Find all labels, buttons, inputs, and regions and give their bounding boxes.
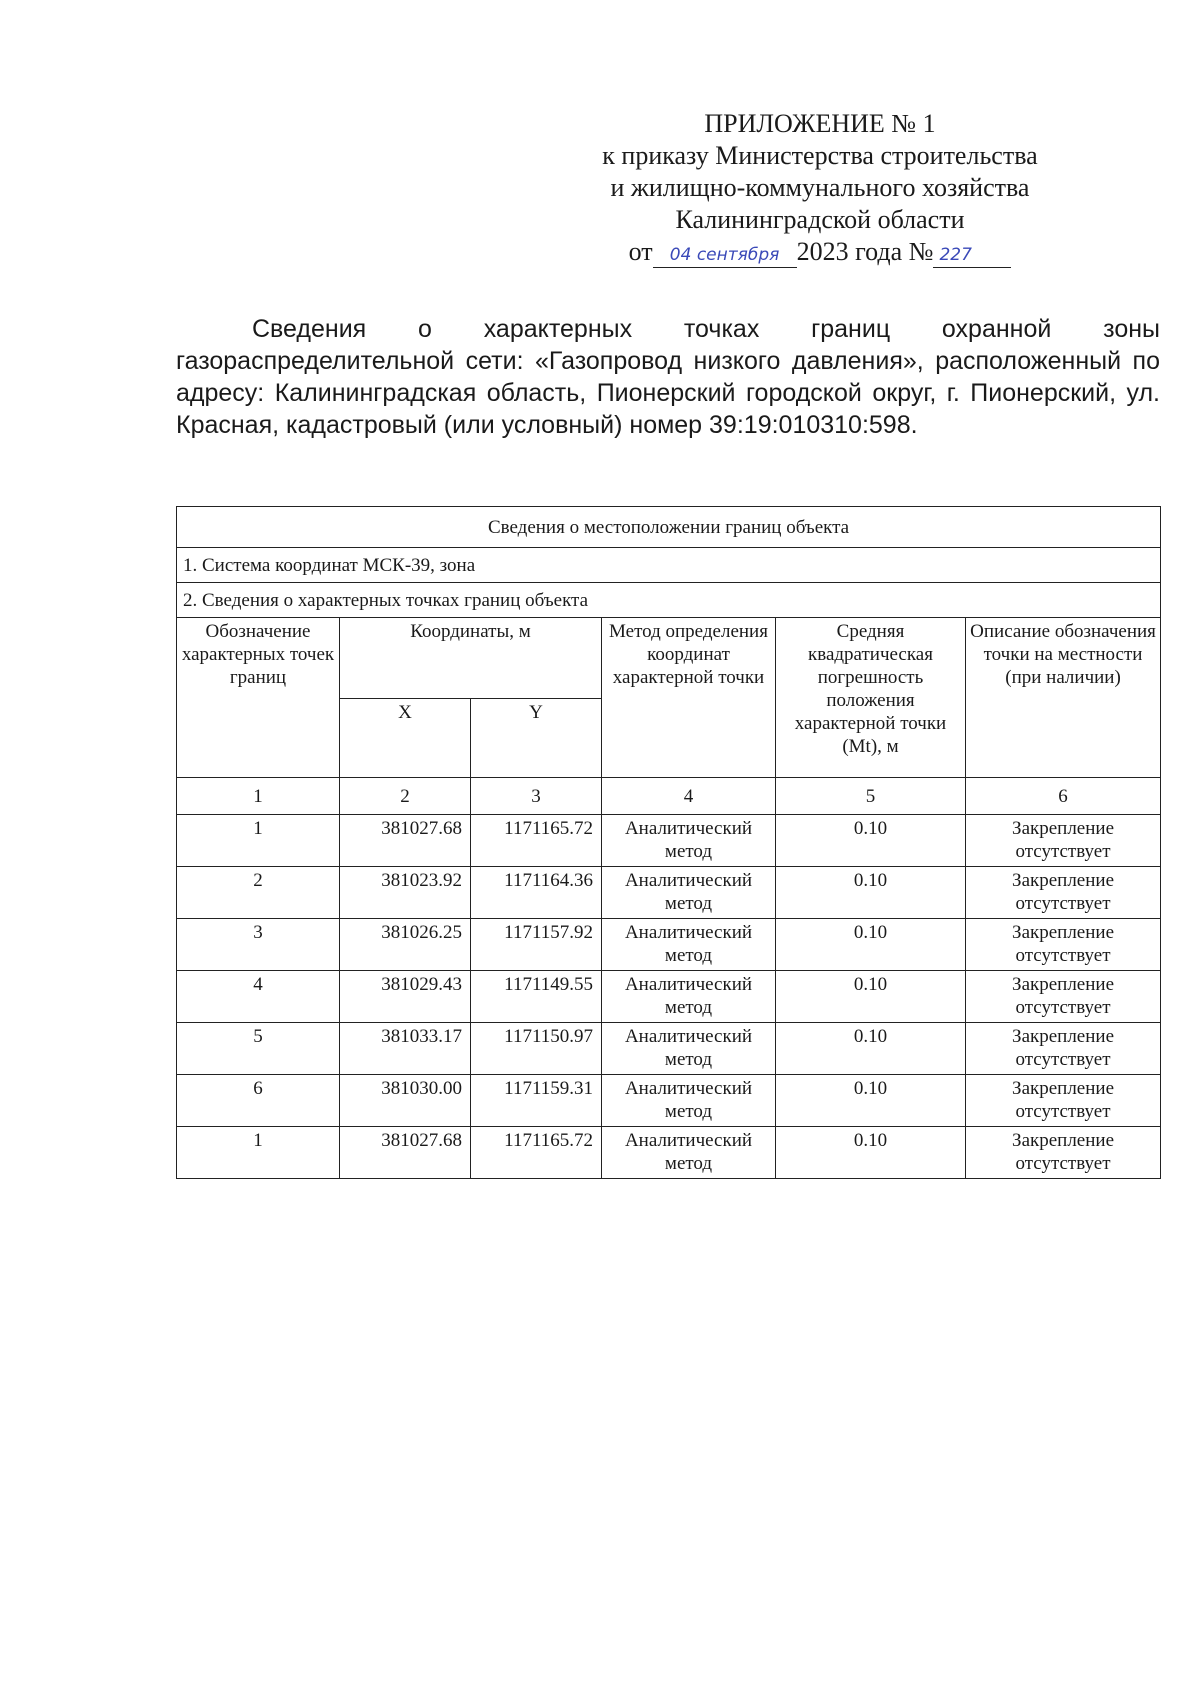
appendix-header (560, 108, 1080, 268)
description-cell: Закрепление отсутствует (966, 971, 1161, 1023)
coordinate-system-row (177, 548, 1161, 583)
column-number: 3 (471, 778, 602, 815)
column-number-row (177, 778, 1161, 815)
y-coordinate-cell: 1171157.92 (471, 919, 602, 971)
x-coordinate-cell: 381027.68 (340, 815, 471, 867)
description-cell: Закрепление отсутствует (966, 1127, 1161, 1179)
appendix-title: ПРИЛОЖЕНИЕ № 1 (704, 109, 936, 138)
order-date-line (560, 236, 1080, 268)
column-number: 4 (602, 778, 776, 815)
point-number-cell: 5 (177, 1023, 340, 1075)
description-cell: Закрепление отсутствует (966, 1023, 1161, 1075)
intro-paragraph: Сведения о характерных точках границ охранной зоны газораспределительной сети: «Газопровод низкого давления», расположенный по адресу: Калининградская область, Пионерский городской округ, г. Пионерский, ул. Красная, кадастровый (или условный) номер 39:19:010310:598. (176, 315, 1160, 439)
point-number-cell: 3 (177, 919, 340, 971)
method-cell: Аналитический метод (602, 1127, 776, 1179)
y-coordinate-cell: 1171149.55 (471, 971, 602, 1023)
table-title: Сведения о местоположении границ объекта (177, 507, 1161, 548)
table-row (177, 815, 1161, 867)
date-year-label: 2023 года № (796, 237, 934, 266)
x-coordinate-cell: 381023.92 (340, 867, 471, 919)
handwritten-order-number: 227 (933, 244, 1011, 268)
table-row (177, 1075, 1161, 1127)
x-coordinate-cell: 381029.43 (340, 971, 471, 1023)
error-cell: 0.10 (776, 919, 966, 971)
y-coordinate-cell: 1171164.36 (471, 867, 602, 919)
y-coordinate-cell: 1171165.72 (471, 1127, 602, 1179)
header-error: Средняя квадратическая погрешность положения характерной точки (Mt), м (776, 618, 966, 778)
method-cell: Аналитический метод (602, 815, 776, 867)
handwritten-date: 04 сентября (653, 244, 797, 268)
header-row-1 (177, 618, 1161, 699)
error-cell: 0.10 (776, 867, 966, 919)
coordinate-system-text: 1. Система координат МСК-39, зона (177, 548, 1161, 583)
table-row (177, 971, 1161, 1023)
y-coordinate-cell: 1171165.72 (471, 815, 602, 867)
header-method: Метод определения координат характерной точки (602, 618, 776, 778)
header-x: X (340, 699, 471, 778)
table-row (177, 867, 1161, 919)
description-cell: Закрепление отсутствует (966, 919, 1161, 971)
boundary-points-table (176, 506, 1161, 1179)
description-cell: Закрепление отсутствует (966, 867, 1161, 919)
x-coordinate-cell: 381033.17 (340, 1023, 471, 1075)
column-number: 5 (776, 778, 966, 815)
header-designation: Обозначение характерных точек границ (177, 618, 340, 778)
point-number-cell: 4 (177, 971, 340, 1023)
column-number: 2 (340, 778, 471, 815)
table-row (177, 1127, 1161, 1179)
region-name-line: Калининградской области (675, 205, 965, 234)
method-cell: Аналитический метод (602, 919, 776, 971)
column-number: 6 (966, 778, 1161, 815)
y-coordinate-cell: 1171150.97 (471, 1023, 602, 1075)
error-cell: 0.10 (776, 1075, 966, 1127)
method-cell: Аналитический метод (602, 867, 776, 919)
x-coordinate-cell: 381026.25 (340, 919, 471, 971)
error-cell: 0.10 (776, 1127, 966, 1179)
method-cell: Аналитический метод (602, 1075, 776, 1127)
error-cell: 0.10 (776, 1023, 966, 1075)
column-number: 1 (177, 778, 340, 815)
error-cell: 0.10 (776, 815, 966, 867)
date-prefix: от (628, 237, 653, 266)
description-cell: Закрепление отсутствует (966, 815, 1161, 867)
method-cell: Аналитический метод (602, 971, 776, 1023)
method-cell: Аналитический метод (602, 1023, 776, 1075)
y-coordinate-cell: 1171159.31 (471, 1075, 602, 1127)
header-coordinates: Координаты, м (340, 618, 602, 699)
header-y: Y (471, 699, 602, 778)
x-coordinate-cell: 381030.00 (340, 1075, 471, 1127)
ministry-name-line: и жилищно-коммунального хозяйства (610, 173, 1030, 202)
point-number-cell: 1 (177, 1127, 340, 1179)
x-coordinate-cell: 381027.68 (340, 1127, 471, 1179)
section-text: 2. Сведения о характерных точках границ объекта (177, 583, 1161, 618)
order-reference-line: к приказу Министерства строительства (602, 141, 1038, 170)
error-cell: 0.10 (776, 971, 966, 1023)
point-number-cell: 6 (177, 1075, 340, 1127)
point-number-cell: 1 (177, 815, 340, 867)
description-cell: Закрепление отсутствует (966, 1075, 1161, 1127)
table-row (177, 1023, 1161, 1075)
table-title-row (177, 507, 1161, 548)
section-row (177, 583, 1161, 618)
table-row (177, 919, 1161, 971)
point-number-cell: 2 (177, 867, 340, 919)
header-description: Описание обозначения точки на местности (при наличии) (966, 618, 1161, 778)
